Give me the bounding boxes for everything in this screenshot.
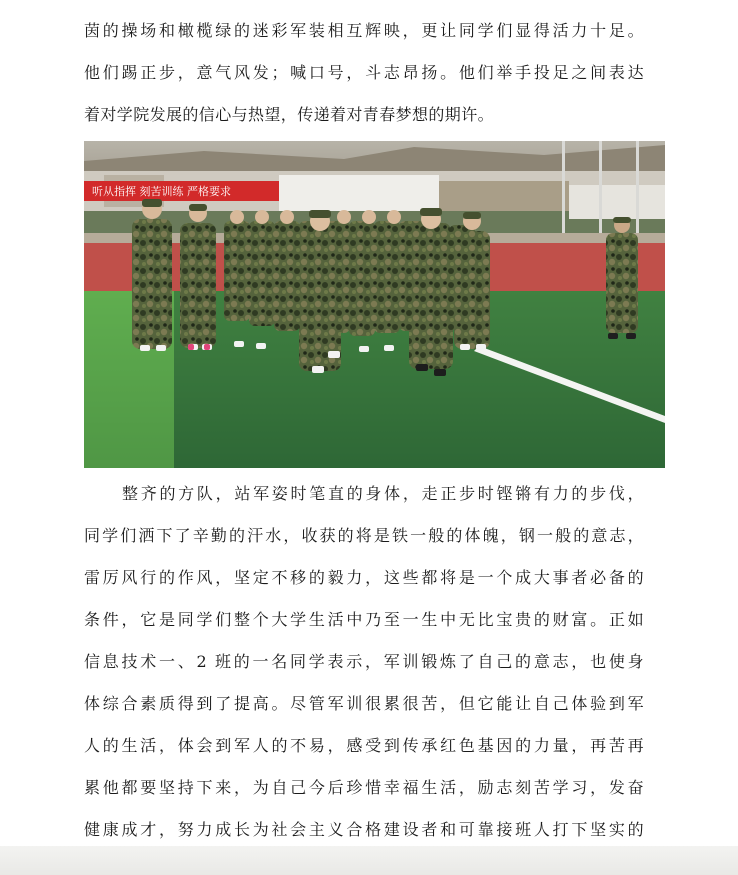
- drill-instructor: [606, 217, 638, 339]
- paragraph-1-line-1: 茵的操场和橄榄绿的迷彩军装相互辉映，更让同学们显得活力十足。: [84, 21, 644, 40]
- paragraph-2-line-9: 健康成才，努力成长为社会主义合格建设者和可靠接班人打下坚实的: [84, 820, 644, 839]
- paragraph-2-line-6: 体综合素质得到了提高。尽管军训很累很苦，但它能让自己体验到军: [84, 694, 644, 713]
- paragraph-2-line-4: 条件，它是同学们整个大学生活中乃至一生中无比宝贵的财富。正如: [84, 610, 644, 629]
- page-bottom-edge: [0, 846, 738, 875]
- paragraph-2-line-1: 整齐的方队，站军姿时笔直的身体，走正步时铿锵有力的步伐，: [122, 484, 644, 503]
- military-training-photo: [84, 141, 665, 468]
- paragraph-2-line-2: 同学们洒下了辛勤的汗水，收获的将是铁一般的体魄，钢一般的意志，: [84, 526, 644, 545]
- paragraph-1-line-2: 他们踢正步，意气风发；喊口号，斗志昂扬。他们举手投足之间表达: [84, 63, 644, 82]
- banner-text: 听从指挥 刻苦训练 严格要求: [92, 185, 231, 198]
- paragraph-2-line-7: 人的生活，体会到军人的不易，感受到传承红色基因的力量，再苦再: [84, 736, 644, 755]
- paragraph-2-line-8: 累他都要坚持下来，为自己今后珍惜幸福生活，励志刻苦学习，发奋: [84, 778, 644, 797]
- photo-illustration: [84, 141, 665, 468]
- paragraph-2-line-5: 信息技术一、2 班的一名同学表示，军训锻炼了自己的意志，也使身: [84, 652, 644, 671]
- paragraph-2-line-3: 雷厉风行的作风，坚定不移的毅力，这些都将是一个成大事者必备的: [84, 568, 644, 587]
- paragraph-1-line-3: 着对学院发展的信心与热望，传递着对青春梦想的期许。: [84, 105, 495, 124]
